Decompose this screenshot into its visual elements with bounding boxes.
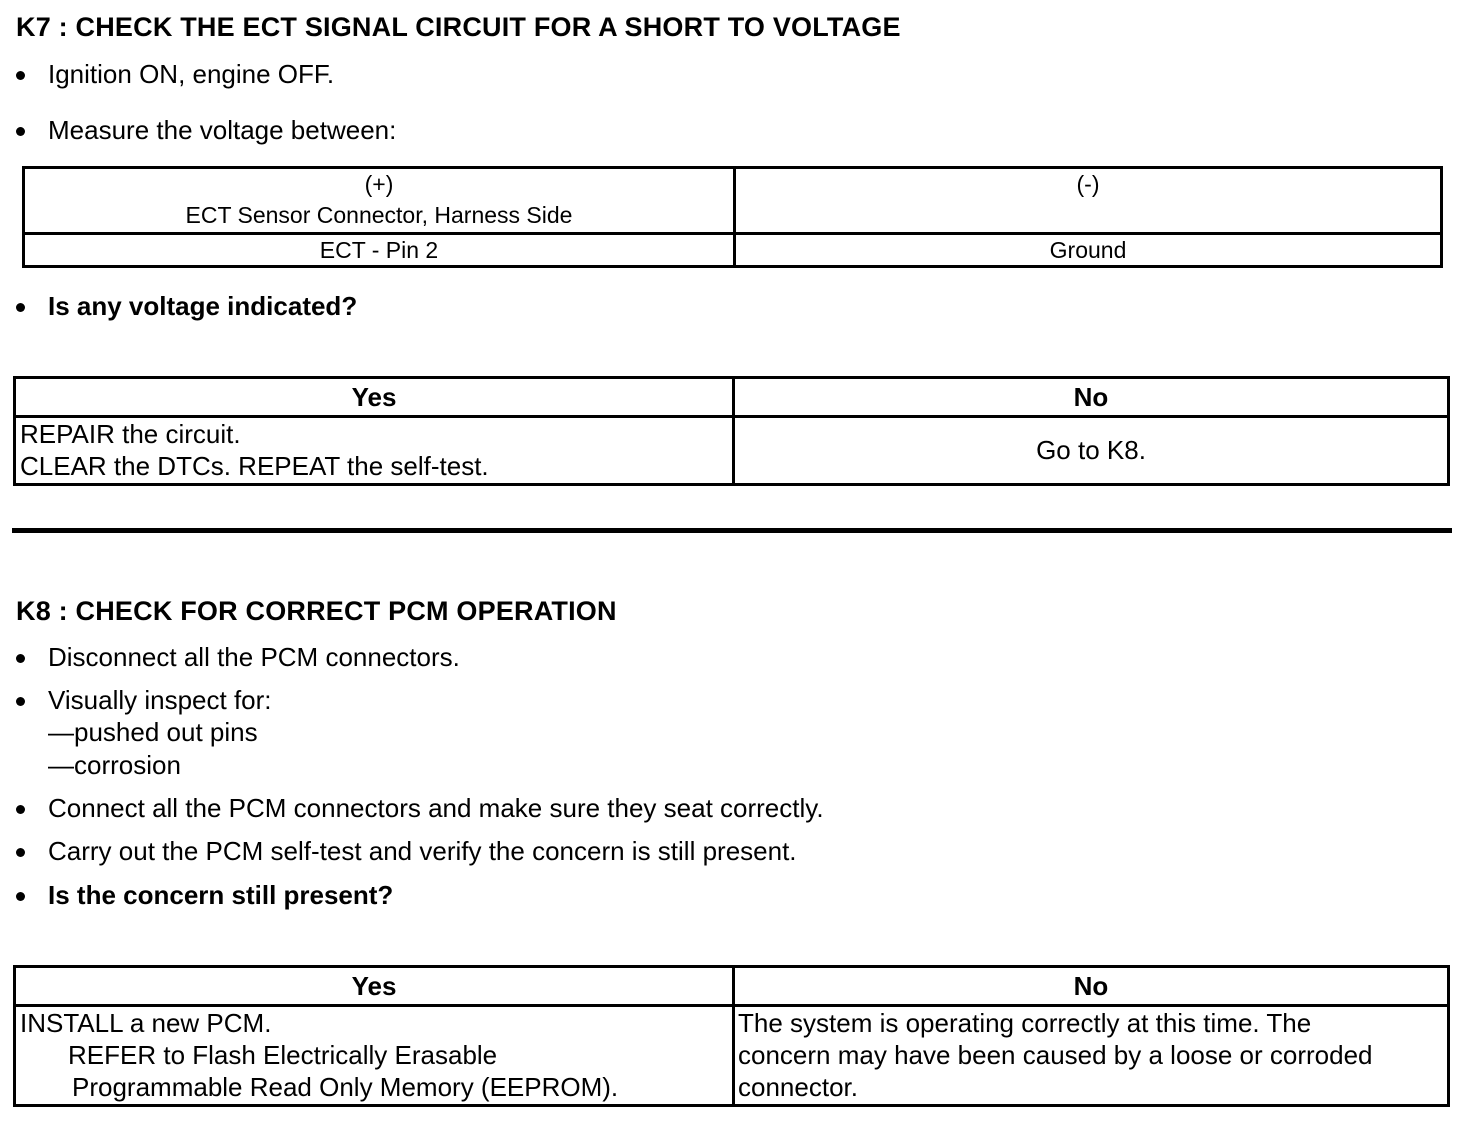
bullet-icon — [16, 71, 25, 80]
bullet-icon — [16, 127, 25, 136]
measure-header-negative: (-) — [735, 168, 1442, 234]
k8-yes-header: Yes — [15, 967, 734, 1006]
k8-no-cell: The system is operating correctly at this time. The concern may have been caused by a loose or corroded connector. — [734, 1006, 1449, 1106]
k7-no-cell: Go to K8. — [734, 417, 1449, 485]
measure-pin: ECT - Pin 2 — [24, 234, 735, 267]
bullet-icon — [16, 697, 25, 706]
k7-no-header: No — [734, 378, 1449, 417]
measure-ground: Ground — [735, 234, 1442, 267]
k7-measure-table — [22, 166, 1443, 268]
bullet-icon — [16, 303, 25, 312]
bullet-icon — [16, 654, 25, 663]
k7-yes-header: Yes — [15, 378, 734, 417]
k8-heading: K8 : CHECK FOR CORRECT PCM OPERATION — [16, 596, 617, 626]
bullet-icon — [16, 892, 25, 901]
k7-result-table — [13, 376, 1450, 486]
k8-no-header: No — [734, 967, 1449, 1006]
k8-result-table — [13, 965, 1450, 1107]
section-divider — [12, 528, 1452, 533]
k7-heading: K7 : CHECK THE ECT SIGNAL CIRCUIT FOR A SHORT TO VOLTAGE — [16, 12, 901, 42]
k7-yes-cell: REPAIR the circuit. CLEAR the DTCs. REPEAT the self-test. — [15, 417, 734, 485]
k8-yes-cell: INSTALL a new PCM. REFER to Flash Electrically Erasable Programmable Read Only Memory (EEPROM). — [15, 1006, 734, 1106]
measure-header-positive: (+) ECT Sensor Connector, Harness Side — [24, 168, 735, 234]
bullet-icon — [16, 805, 25, 814]
bullet-icon — [16, 848, 25, 857]
